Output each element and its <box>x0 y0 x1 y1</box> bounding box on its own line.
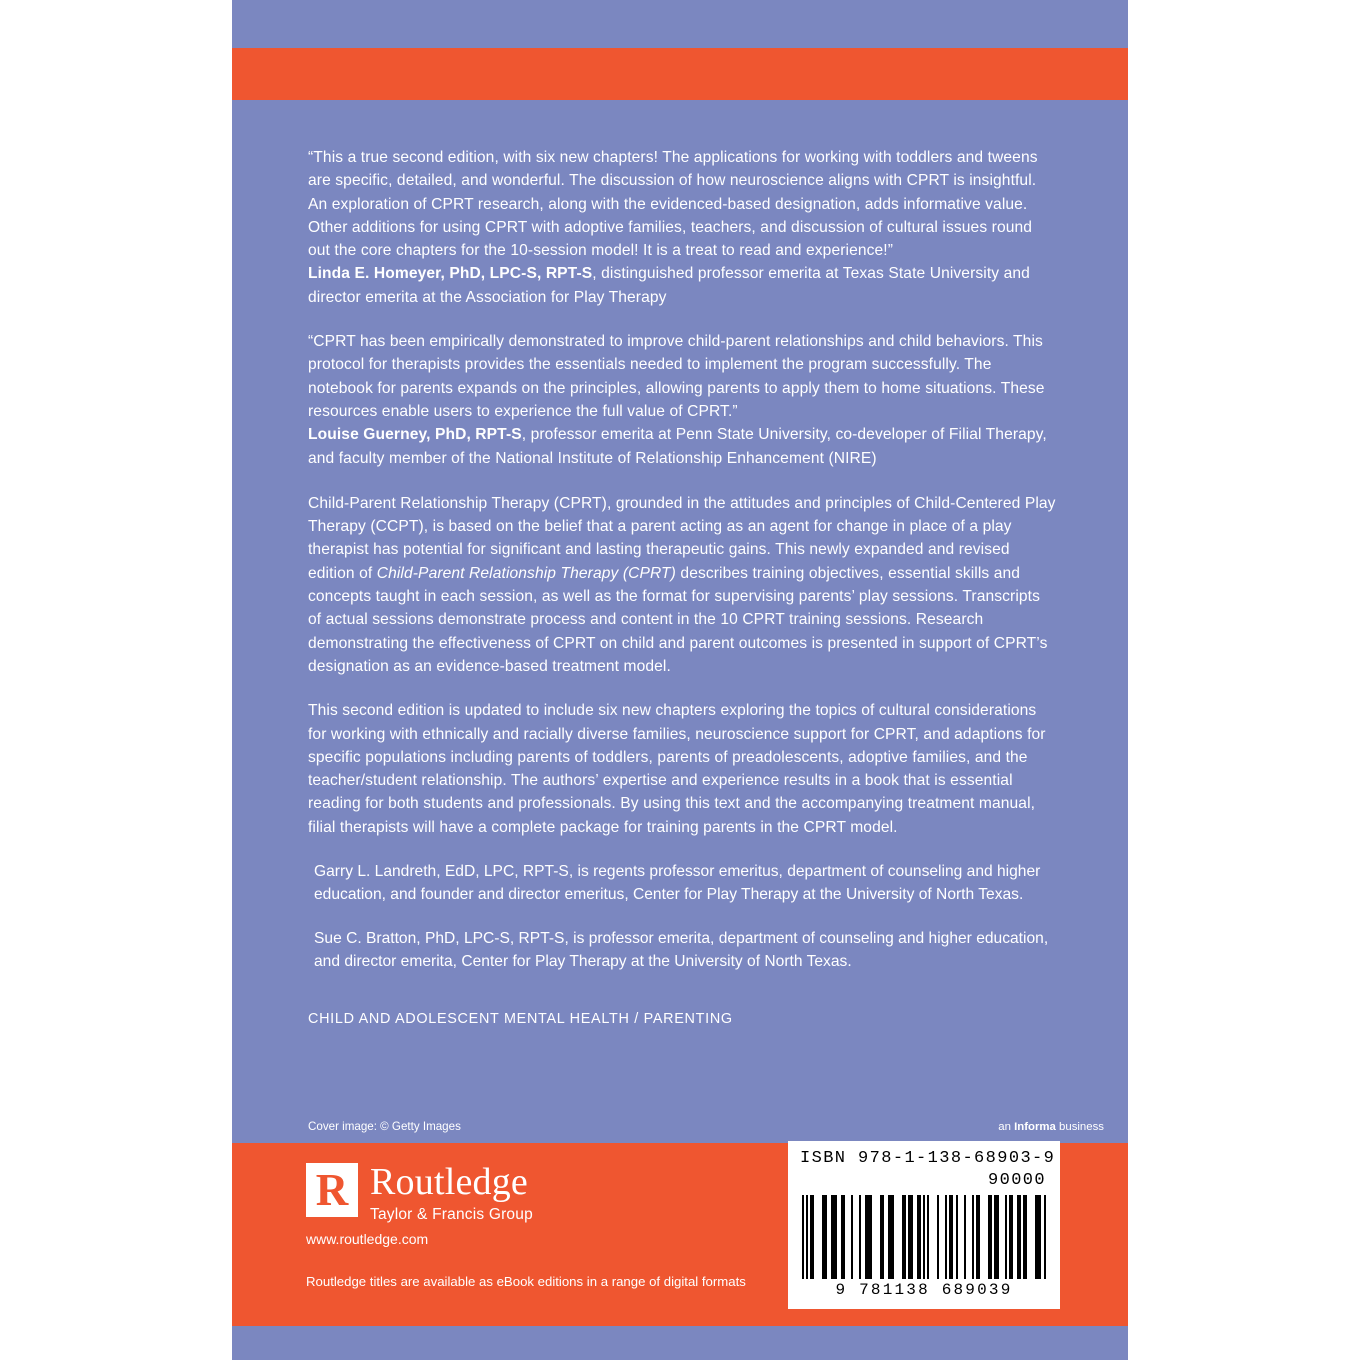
cover-image-credit: Cover image: © Getty Images <box>308 1120 461 1133</box>
barcode-bars <box>802 1195 1046 1279</box>
author-1-bio: , is regents professor emeritus, department of counseling and higher education, and founder and director emeritus, Center for Play Therapy at the University of North Texas. <box>314 863 1041 904</box>
routledge-mark-letter: R <box>315 1165 349 1215</box>
subject-category: CHILD AND ADOLESCENT MENTAL HEALTH / PARENTING <box>308 1011 733 1028</box>
blurb-1-quote: “This a true second edition, with six new chapters! The applications for working with toddlers and tweens are specific, detailed, and wonderful. The discussion of how neuroscience aligns with CPRT is insightful. An exploration of CPRT research, along with the evidenced-based designation, adds informative value. Other additions for using CPRT with adoptive families, teachers, and discussion of cultural issues round out the core chapters for the 10-session model! It is a treat to read and experience!” <box>308 149 1038 260</box>
back-cover <box>232 0 1128 1360</box>
routledge-wordmark <box>370 1163 533 1226</box>
publisher-url[interactable]: www.routledge.com <box>306 1231 429 1247</box>
description-1-book-title: Child-Parent Relationship Therapy (CPRT) <box>376 564 676 582</box>
routledge-logo <box>306 1163 533 1226</box>
blurb-2 <box>308 330 1056 470</box>
description-paragraph-2: This second edition is updated to include six new chapters exploring the topics of cultural considerations for working with ethnically and racially diverse families, neuroscience support for CPRT, and adaptions for specific populations including parents of toddlers, parents of preadolescents, adoptive families, and the teacher/student relationship. The authors’ expertise and experience results in a book that is essential reading for both students and professionals. By using this text and the accompanying treatment manual, filial therapists will have a complete package for training parents in the CPRT model. <box>308 702 1046 836</box>
blurb-2-attribution-rest: , professor emerita at Penn State University, co-developer of Filial Therapy, and faculty member of the National Institute of Relationship Enhancement (NIRE) <box>308 426 1047 467</box>
description-1-part-b: describes training objectives, essential skills and concepts taught in each session, as well as the format for supervising parents’ play sessions. Transcripts of actual sessions demonstrate process and content in the 10 CPRT training sessions. Research demonstrating the effectiveness of CPRT on child and parent outcomes is presented in support of CPRT’s designation as an evidence-based treatment model. <box>308 564 1048 675</box>
blurb-1-attribution-name: Linda E. Homeyer, PhD, LPC-S, RPT-S <box>308 265 593 283</box>
description-1-part-a: Child-Parent Relationship Therapy (CPRT), grounded in the attitudes and principles of Child-Centered Play Therapy (CCPT), is based on the belief that a parent acting as an agent for change in place of a play therapist has potential for significant and lasting therapeutic gains. This newly expanded and revised edition of <box>308 494 1056 582</box>
blurb-1 <box>308 146 1056 309</box>
blurb-2-quote: “CPRT has been empirically demonstrated to improve child-parent relationships and child behaviors. This protocol for therapists provides the essentials needed to implement the program successfully. The notebook for parents expands on the principles, allowing parents to apply them to home situations. These resources enable users to experience the full value of CPRT.” <box>308 333 1045 420</box>
publisher-brand: Routledge <box>370 1161 528 1203</box>
author-1-name: Garry L. Landreth, EdD, LPC, RPT-S <box>314 863 569 881</box>
price-code: 90000 <box>987 1171 1046 1190</box>
informa-brand: Informa <box>1014 1121 1056 1133</box>
blurb-2-attribution-name: Louise Guerney, PhD, RPT-S <box>308 426 522 444</box>
informa-business-note <box>998 1121 1104 1133</box>
informa-prefix: an <box>998 1121 1015 1133</box>
isbn-label: ISBN <box>800 1149 847 1168</box>
ean-digits: 9 781138 689039 <box>835 1281 1013 1299</box>
cover-text-content <box>308 146 1056 1027</box>
author-bio-1 <box>308 860 1056 907</box>
informa-suffix: business <box>1055 1121 1104 1133</box>
author-2-name: Sue C. Bratton, PhD, LPC-S, RPT-S <box>314 929 565 947</box>
isbn-line <box>800 1149 1055 1168</box>
publisher-tagline: Taylor & Francis Group <box>370 1206 533 1223</box>
isbn-barcode-block <box>788 1141 1060 1309</box>
isbn-number: 978-1-138-68903-9 <box>858 1149 1056 1168</box>
description-paragraph-1 <box>308 492 1056 678</box>
ebook-availability-note: Routledge titles are available as eBook editions in a range of digital formats <box>306 1274 746 1289</box>
top-color-band <box>232 48 1128 100</box>
author-2-bio: , is professor emerita, department of counseling and higher education, and director emerita, Center for Play Therapy at the University of North Texas. <box>314 929 1049 970</box>
routledge-mark-icon <box>306 1163 358 1217</box>
author-bio-2 <box>308 927 1056 974</box>
blurb-1-attribution-rest: , distinguished professor emerita at Texas State University and director emerita at the Association for Play Therapy <box>308 265 1030 306</box>
